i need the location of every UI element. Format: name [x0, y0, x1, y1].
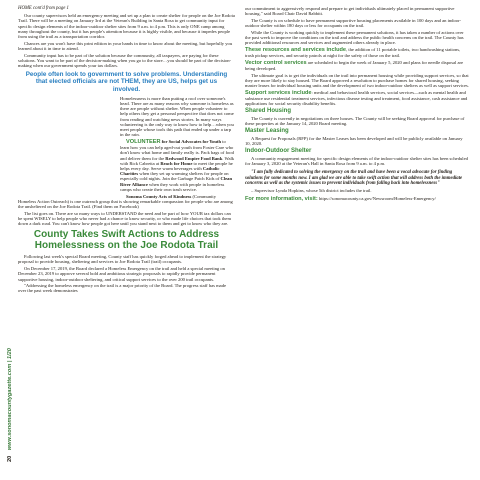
page-sidebar: [0, 0, 14, 480]
paragraph: Community input has to be part of the solution because the community, all taxpayers, are paying for these solutions. You want to be part of the decision-making when you go to the store…you should be part of the decision-making when our government spends your tax dollars.: [18, 52, 232, 69]
left-column: [18, 6, 235, 295]
page-number: 20: [7, 455, 13, 462]
support-heading: Support services include: [245, 89, 312, 96]
vector-paragraph: [245, 60, 469, 71]
more-info: [245, 196, 469, 203]
volunteer-org: for Social Advocates for Youth: [160, 138, 222, 144]
support-text: : medical and behavioral health services, social services—such as mental health and substance use residential treatment services, infectious disease testing and treatment, food assistance, cash assistance and applications for social security disability benefits.: [245, 89, 468, 107]
paragraph: Homelessness is more than putting a roof over someone's head. There are as many reasons why someone is homeless as there are people without shelter. When people volunteer to help others they get a personal perspective that does not come from reading and watching news stories. In many ways volunteering is the only way to know how to help…when you meet people whose tools this path that ended up under a tarp in the rain.: [120, 95, 234, 138]
volunteer-text: when they work with people in homeless camps who create their own trash service.: [120, 181, 225, 192]
volunteer-heading: VOLUNTEER: [126, 138, 161, 145]
resources-text: , the addition of 11 portable toilets, two handwashing stations, trash pickup services, and security patrols at night for the safety of those on the trail.: [245, 46, 461, 59]
paragraph: On December 17, 2019, the Board declared a Homeless Emergency on the trail and held a special meeting on December 23, 2019 to approve several bold and ambitious strategic proposals to rapidly provide permanent supportive housing, indoor-outdoor sheltering, and critical support services to the over 200 trail occupants.: [18, 266, 225, 282]
org-name: Reach for Home: [160, 160, 193, 166]
paragraph: Our county supervisors held an emergency meeting and set up a plan to create shelter for people on the Joe Rodota Trail. There will be a meeting on January 3rd at the Veteran's Building in Santa Rosa to get community input for specific design elements of the indoor-outdoor shelter sites from 9 a.m. to 4 p.m. This is only ONE camp among many throughout the county, but it has people's attention because it is highly visible, and because it impedes people from using the trail as a transportation corridor.: [18, 13, 235, 40]
sonoma-paragraph: [18, 194, 235, 210]
right-column: [245, 6, 469, 204]
org-name: Sonoma County Acts of Kindness: [126, 193, 192, 199]
paragraph: Following last week's special Board meeting, County staff has quickly forged ahead to implement the strategy proposal to provide housing, sheltering and services to Joe Rodota Trail (trail) occupants.: [18, 254, 227, 265]
pull-quote: People often look to government to solve problems. Understanding that elected officials are not THEM, they are US, helps get us involved.: [25, 71, 228, 93]
paragraph: "Addressing the homeless emergency on the trail is a major priority of the Board. The progress staff has made over the past week demonstrates: [18, 283, 227, 294]
subhead-master-leasing: Master Leasing: [245, 127, 289, 134]
subhead-shared-housing: Shared Housing: [245, 107, 292, 114]
org-name: Clean River Alliance: [120, 176, 233, 187]
resources-paragraph: [245, 47, 469, 58]
vector-heading: Vector control services: [245, 59, 307, 66]
paragraph: A community engagement meeting for specific design elements of the indoor-outdoor shelter sites has been scheduled for January 3, 2020 at the Veteran's Hall in Santa Rosa from 9 a.m. to 4 p.m.: [245, 155, 468, 166]
paragraph: Chances are you won't have this print edition in your hands in time to know about the meeting, but hopefully you learned about it in time to attend.: [18, 40, 233, 51]
resources-heading: These resources and services include: [245, 46, 347, 53]
website-link[interactable]: www.sonomacountygazette.com | 1/20: [7, 348, 13, 451]
quote-attribution: – Supervisor Lynda Hopkins, whose 5th district includes the trail.: [251, 187, 372, 193]
paragraph: While the County is working quickly to implement these permanent solutions, it has taken a number of actions over the past week to improve the conditions on the trail and address the public health concerns on the trail. The County has provided additional resources and services and augmented others already in place.: [245, 29, 464, 46]
volunteer-text: when they set up warming shelters for people on especially cold nights. Join the Garbage Patch Kids of: [120, 171, 229, 182]
org-name: Redwood Empire Food Bank: [165, 155, 223, 161]
paragraph: The ultimate goal is to get the individuals on the trail into permanent housing while providing support services, so that they are more likely to stay housed. The Board approved a resolution to purchase homes for shared housing, seeking master leases for individual housing units and the development of two indoor-outdoor shelters as well as support services.: [245, 72, 469, 89]
volunteer-text: to meet the people he helps every day. Serve warm beverages with: [120, 160, 233, 171]
sonoma-text: (Community Homeless Action Outreach) is one outreach group that is showing remarkable compassion for people who are among the unsheltered on the Joe Rodota Trail. (Find them on Facebook): [18, 193, 233, 209]
volunteer-text: . Walk with Rick Cabretta at: [120, 155, 235, 166]
paragraph: The County is currently in negotiations on three houses. The County will be seeking Board approval for purchase of these properties at the January 14, 2020 Board meeting.: [245, 115, 465, 127]
supervisor-quote: "I am fully dedicated to solving the emergency on the trail and have been a vocal advocate for finding solutions for some months now. I am glad we are able to take swift action that will address both the immediate concerns as well as the systemic issues to prevent individuals from falling back into homelessness": [245, 170, 463, 186]
paragraph: The list goes on. There are so many ways to UNDERSTAND the need and be part of how YOUR tax dollars can be spent WISELY to help people who never had a chance to know security, or who made life choices that took them down a dark road. You can't know how people got here until you stand next to them and get to know who they are.: [18, 210, 232, 227]
more-info-label: For more information, visit:: [245, 196, 318, 203]
paragraph: The County is on schedule to have permanent supportive housing placements available in 100 days and an indoor-outdoor shelter within 180 days or less for occupants on the trail.: [245, 17, 462, 29]
paragraph: our commitment to aggressively respond and prepare to get individuals ultimately placed in permanent supportive housing," said Board Chair David Rabbitt.: [245, 6, 455, 17]
sidebar-folio: [7, 348, 13, 462]
vector-text: are scheduled to begin the week of January 5, 2020 and plans for needle disposal are being developed.: [245, 59, 464, 72]
subhead-indoor-outdoor-shelter: Indoor-Outdoor Shelter: [245, 147, 312, 154]
more-info-link[interactable]: https://sonomacounty.ca.gov/Newsroom/Homeless-Emergency/: [318, 196, 436, 202]
volunteer-text: to learn how you can help aged-out youth from Foster Care who don't know what home and family really is. Pack bags of food and deliver them for the: [120, 138, 234, 161]
article-headline: County Takes Swift Actions to Address Homelessness on the Joe Rodota Trail: [33, 229, 220, 252]
paragraph: A Request for Proposals (RFP) for the Master Leases has been developed and will be publicly available on January 10, 2020.: [245, 135, 463, 147]
continued-label: HOME cont'd from page 1: [18, 6, 69, 11]
org-name: Catholic Charities: [120, 165, 220, 177]
article-photo: [18, 98, 114, 194]
support-paragraph: [245, 90, 469, 107]
